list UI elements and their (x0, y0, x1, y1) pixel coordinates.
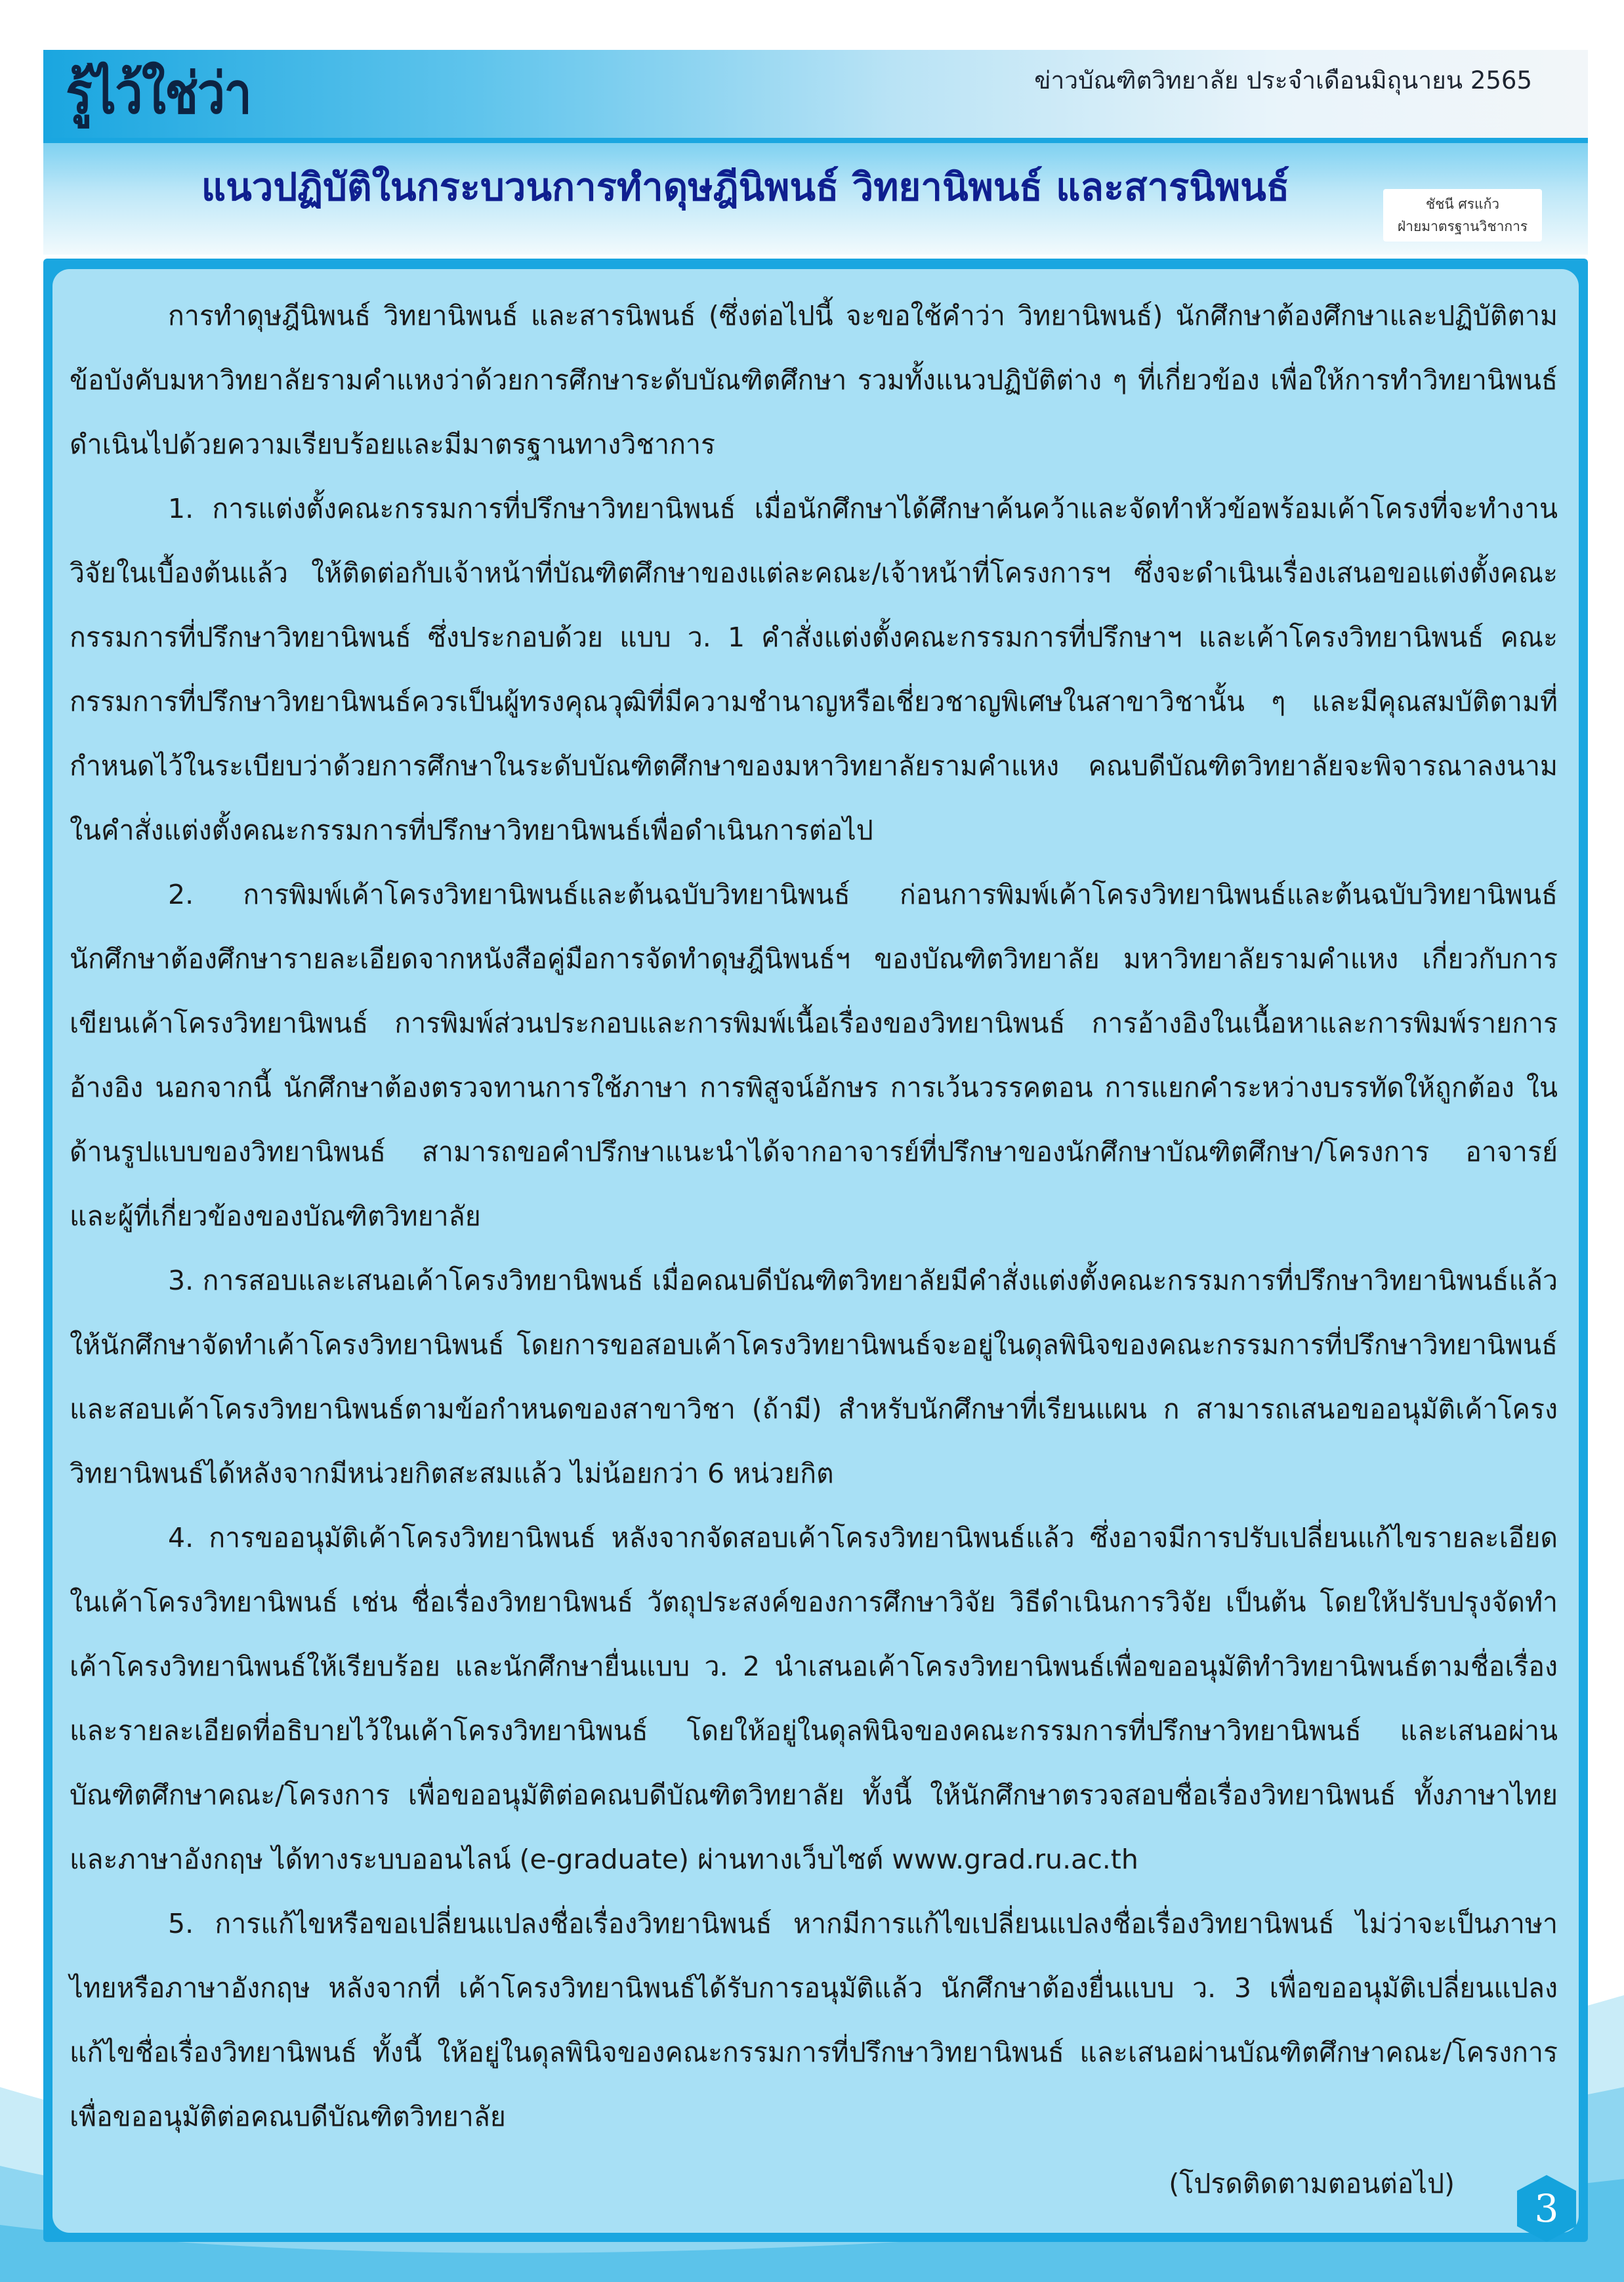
continued-note: (โปรดติดตามตอนต่อไป) (1169, 2168, 1455, 2199)
page-number-badge (1510, 2172, 1583, 2245)
paragraph-item-3: 3. การสอบและเสนอเค้าโครงวิทยานิพนธ์ เมื่อคณบดีบัณฑิตวิทยาลัยมีคำสั่งแต่งตั้งคณะกรรมการที่ปรึกษาวิทยานิพนธ์แล้ว ให้นักศึกษาจัดทำเค้าโครงวิทยานิพนธ์ โดยการขอสอบเค้าโครงวิทยานิพนธ์จะอยู่ในดุลพินิจของคณะกรรมการที่ปรึกษาวิทยานิพนธ์ และสอบเค้าโครงวิทยานิพนธ์ตามข้อกำหนดของสาขาวิชา (ถ้ามี) สำหรับนักศึกษาที่เรียนแผน ก สามารถเสนอขออนุมัติเค้าโครงวิทยานิพนธ์ได้หลังจากมีหน่วยกิตสะสมแล้ว ไม่น้อยกว่า 6 หน่วยกิต (70, 1265, 1558, 1489)
paragraph-item-5: 5. การแก้ไขหรือขอเปลี่ยนแปลงชื่อเรื่องวิทยานิพนธ์ หากมีการแก้ไขเปลี่ยนแปลงชื่อเรื่องวิทยานิพนธ์ ไม่ว่าจะเป็นภาษาไทยหรือภาษาอังกฤษ หลังจากที่ เค้าโครงวิทยานิพนธ์ได้รับการอนุมัติแล้ว นักศึกษาต้องยื่นแบบ ว. 3 เพื่อขออนุมัติเปลี่ยนแปลงแก้ไขชื่อเรื่องวิทยานิพนธ์ ทั้งนี้ ให้อยู่ในดุลพินิจของคณะกรรมการที่ปรึกษาวิทยานิพนธ์ และเสนอผ่านบัณฑิตศึกษาคณะ/โครงการ เพื่อขออนุมัติต่อคณบดีบัณฑิตวิทยาลัย (70, 1908, 1558, 2132)
article-title: แนวปฏิบัติในกระบวนการทำดุษฎีนิพนธ์ วิทยานิพนธ์ และสารนิพนธ์ (201, 165, 1290, 209)
paragraph-item-1: 1. การแต่งตั้งคณะกรรมการที่ปรึกษาวิทยานิพนธ์ เมื่อนักศึกษาได้ศึกษาค้นคว้าและจัดทำหัวข้อพร้อมเค้าโครงที่จะทำงานวิจัยในเบื้องต้นแล้ว ให้ติดต่อกับเจ้าหน้าที่บัณฑิตศึกษาของแต่ละคณะ/เจ้าหน้าที่โครงการฯ ซึ่งจะดำเนินเรื่องเสนอขอแต่งตั้งคณะกรรมการที่ปรึกษาวิทยานิพนธ์ ซึ่งประกอบด้วย แบบ ว. 1 คำสั่งแต่งตั้งคณะกรรมการที่ปรึกษาฯ และเค้าโครงวิทยานิพนธ์ คณะกรรมการที่ปรึกษาวิทยานิพนธ์ควรเป็นผู้ทรงคุณวุฒิที่มีความชำนาญหรือเชี่ยวชาญพิเศษในสาขาวิชานั้น ๆ และมีคุณสมบัติตามที่กำหนดไว้ในระเบียบว่าด้วยการศึกษาในระดับบัณฑิตศึกษาของมหาวิทยาลัยรามคำแหง คณบดีบัณฑิตวิทยาลัยจะพิจารณาลงนามในคำสั่งแต่งตั้งคณะกรรมการที่ปรึกษาวิทยานิพนธ์เพื่อดำเนินการต่อไป (70, 493, 1558, 846)
section-label: รู้ไว้ใช่ว่า (66, 61, 251, 127)
author-department: ฝ่ายมาตรฐานวิชาการ (1397, 219, 1528, 234)
article-body (70, 284, 1558, 2149)
author-box (1383, 189, 1542, 242)
paragraph-item-4: 4. การขออนุมัติเค้าโครงวิทยานิพนธ์ หลังจากจัดสอบเค้าโครงวิทยานิพนธ์แล้ว ซึ่งอาจมีการปรับเปลี่ยนแก้ไขรายละเอียดในเค้าโครงวิทยานิพนธ์ เช่น ชื่อเรื่องวิทยานิพนธ์ วัตถุประสงค์ของการศึกษาวิจัย วิธีดำเนินการวิจัย เป็นต้น โดยให้ปรับปรุงจัดทำเค้าโครงวิทยานิพนธ์ให้เรียบร้อย และนักศึกษายื่นแบบ ว. 2 นำเสนอเค้าโครงวิทยานิพนธ์เพื่อขออนุมัติทำวิทยานิพนธ์ตามชื่อเรื่องและรายละเอียดที่อธิบายไว้ในเค้าโครงวิทยานิพนธ์ โดยให้อยู่ในดุลพินิจของคณะกรรมการที่ปรึกษาวิทยานิพนธ์ และเสนอผ่านบัณฑิตศึกษาคณะ/โครงการ เพื่อขออนุมัติต่อคณบดีบัณฑิตวิทยาลัย ทั้งนี้ ให้นักศึกษาตรวจสอบชื่อเรื่องวิทยานิพนธ์ ทั้งภาษาไทยและภาษาอังกฤษ ได้ทางระบบออนไลน์ (e-graduate) ผ่านทางเว็บไซต์ www.grad.ru.ac.th (70, 1522, 1558, 1875)
author-name: ชัชนี ศรแก้ว (1425, 196, 1500, 212)
issue-label: ข่าวบัณฑิตวิทยาลัย ประจำเดือนมิถุนายน 2565 (1034, 66, 1532, 95)
header-divider (43, 138, 1588, 143)
page-number: 3 (1534, 2186, 1559, 2231)
paragraph-item-2: 2. การพิมพ์เค้าโครงวิทยานิพนธ์และต้นฉบับวิทยานิพนธ์ ก่อนการพิมพ์เค้าโครงวิทยานิพนธ์และต้นฉบับวิทยานิพนธ์นักศึกษาต้องศึกษารายละเอียดจากหนังสือคู่มือการจัดทำดุษฎีนิพนธ์ฯ ของบัณฑิตวิทยาลัย มหาวิทยาลัยรามคำแหง เกี่ยวกับการเขียนเค้าโครงวิทยานิพนธ์ การพิมพ์ส่วนประกอบและการพิมพ์เนื้อเรื่องของวิทยานิพนธ์ การอ้างอิงในเนื้อหาและการพิมพ์รายการอ้างอิง นอกจากนี้ นักศึกษาต้องตรวจทานการใช้ภาษา การพิสูจน์อักษร การเว้นวรรคตอน การแยกคำระหว่างบรรทัดให้ถูกต้อง ในด้านรูปแบบของวิทยานิพนธ์ สามารถขอคำปรึกษาแนะนำได้จากอาจารย์ที่ปรึกษาของนักศึกษาบัณฑิตศึกษา/โครงการ อาจารย์ และผู้ที่เกี่ยวข้องของบัณฑิตวิทยาลัย (70, 879, 1558, 1232)
paragraph-intro: การทำดุษฎีนิพนธ์ วิทยานิพนธ์ และสารนิพนธ์ (ซึ่งต่อไปนี้ จะขอใช้คำว่า วิทยานิพนธ์) นักศึกษาต้องศึกษาและปฏิบัติตามข้อบังคับมหาวิทยาลัยรามคำแหงว่าด้วยการศึกษาระดับบัณฑิตศึกษา รวมทั้งแนวปฏิบัติต่าง ๆ ที่เกี่ยวข้อง เพื่อให้การทำวิทยานิพนธ์ดำเนินไปด้วยความเรียบร้อยและมีมาตรฐานทางวิชาการ (70, 300, 1558, 460)
